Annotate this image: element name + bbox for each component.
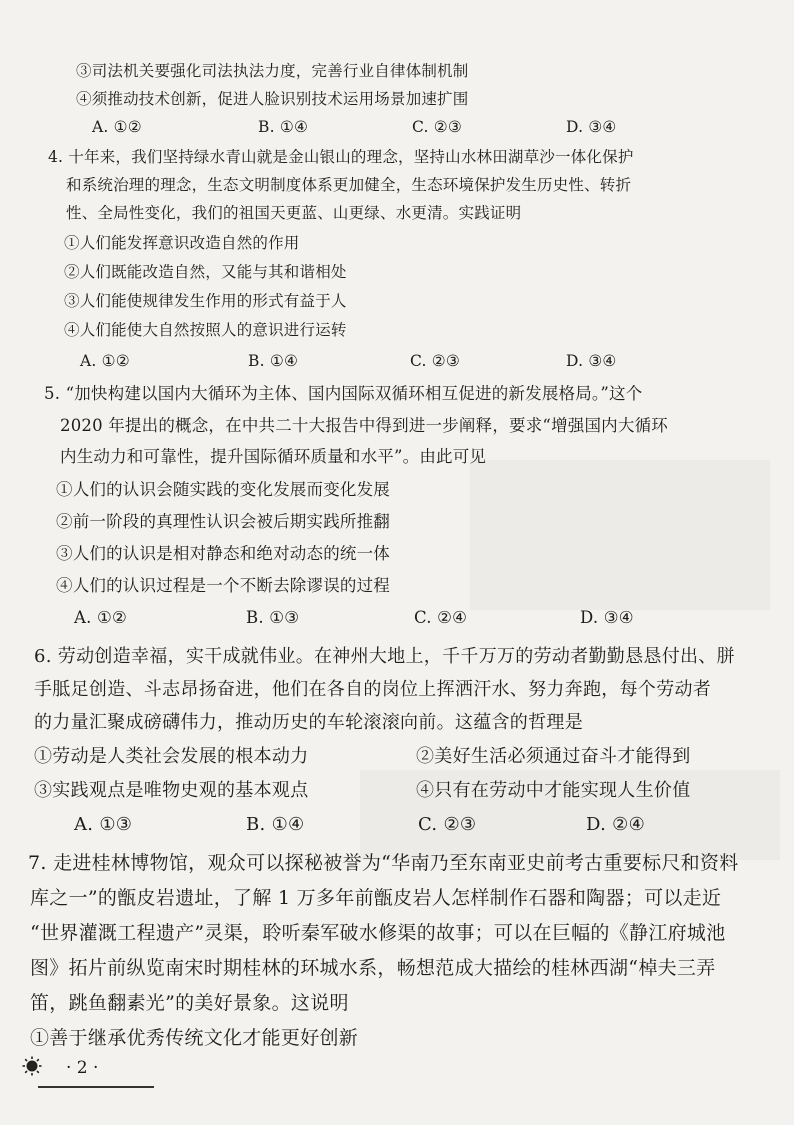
q6-stem-line: 的力量汇聚成磅礴伟力，推动历史的车轮滚滚向前。这蕴含的哲理是 (34, 712, 583, 733)
q5-choice-a: A. ①② (74, 608, 127, 627)
sun-emblem-icon (22, 1056, 42, 1076)
q4-item: ④人们能使大自然按照人的意识进行运转 (64, 321, 347, 339)
q5-choice-d: D. ③④ (580, 608, 634, 627)
q4-stem-line: 4. 十年来，我们坚持绿水青山就是金山银山的理念，坚持山水林田湖草沙一体化保护 (48, 148, 634, 166)
q5-item: ③人们的认识是相对静态和绝对动态的统一体 (56, 544, 390, 563)
q6-stem-line: 6. 劳动创造幸福，实干成就伟业。在神州大地上，千千万万的劳动者勤勤恳恳付出、胼 (34, 646, 735, 667)
q7-stem-line: “世界灌溉工程遗产”灵渠，聆听秦军破水修渠的故事；可以在巨幅的《静江府城池 (30, 922, 726, 944)
q4-item: ③人们能使规律发生作用的形式有益于人 (64, 292, 347, 310)
q6-choice-c: C. ②③ (418, 814, 477, 835)
q6-item: ④只有在劳动中才能实现人生价值 (416, 780, 691, 801)
q5-stem-line: 内生动力和可靠性，提升国际循环质量和水平”。由此可见 (60, 447, 487, 466)
q7-stem-line: 笛，跳鱼翻素光”的美好景象。这说明 (30, 992, 349, 1014)
q7-stem-line: 库之一”的甑皮岩遗址，了解 1 万多年前甑皮岩人怎样制作石器和陶器；可以走近 (30, 887, 722, 909)
q3-choice-d: D. ③④ (566, 118, 617, 136)
bleed-through-mark (470, 460, 770, 610)
footer-divider (38, 1086, 154, 1088)
q6-choice-d: D. ②④ (586, 814, 646, 835)
q4-item: ②人们既能改造自然，又能与其和谐相处 (64, 263, 347, 281)
q6-choice-b: B. ①④ (246, 814, 305, 835)
q7-stem-line: 图》拓片前纵览南宋时期桂林的环城水系，畅想范成大描绘的桂林西湖“棹夫三弄 (30, 957, 716, 979)
q6-choice-a: A. ①③ (74, 814, 133, 835)
q7-item: ①善于继承优秀传统文化才能更好创新 (30, 1027, 359, 1049)
q4-stem-line: 性、全局性变化，我们的祖国天更蓝、山更绿、水更清。实践证明 (66, 204, 522, 222)
page-number: · 2 · (66, 1058, 99, 1078)
q4-choice-c: C. ②③ (410, 352, 460, 370)
q4-choice-d: D. ③④ (566, 352, 617, 370)
q3-option-4: ④须推动技术创新，促进人脸识别技术运用场景加速扩围 (76, 90, 469, 108)
q5-item: ①人们的认识会随实践的变化发展而变化发展 (56, 480, 390, 499)
q5-choice-b: B. ①③ (246, 608, 300, 627)
q6-item: ②美好生活必须通过奋斗才能得到 (416, 746, 691, 767)
q4-choice-a: A. ①② (80, 352, 130, 370)
q5-stem-line: 5. “加快构建以国内大循环为主体、国内国际双循环相互促进的新发展格局。”这个 (44, 384, 643, 403)
q5-item: ④人们的认识过程是一个不断去除谬误的过程 (56, 576, 390, 595)
page-footer (22, 1050, 152, 1090)
q6-item: ①劳动是人类社会发展的根本动力 (34, 746, 309, 767)
q3-choice-c: C. ②③ (412, 118, 462, 136)
q3-choice-a: A. ①② (92, 118, 142, 136)
q4-choice-b: B. ①④ (248, 352, 299, 370)
q3-choice-b: B. ①④ (258, 118, 309, 136)
q6-stem-line: 手胝足创造、斗志昂扬奋进，他们在各自的岗位上挥洒汗水、努力奔跑，每个劳动者 (34, 679, 712, 700)
q5-choice-c: C. ②④ (414, 608, 468, 627)
q6-item: ③实践观点是唯物史观的基本观点 (34, 780, 309, 801)
q4-item: ①人们能发挥意识改造自然的作用 (64, 234, 300, 252)
q5-stem-line: 2020 年提出的概念，在中共二十大报告中得到进一步阐释，要求“增强国内大循环 (60, 416, 668, 435)
q7-stem-line: 7. 走进桂林博物馆，观众可以探秘被誉为“华南乃至东南亚史前考古重要标尺和资料 (28, 852, 739, 874)
q5-item: ②前一阶段的真理性认识会被后期实践所推翻 (56, 512, 390, 531)
q3-option-3: ③司法机关要强化司法执法力度，完善行业自律体制机制 (76, 62, 469, 80)
q4-stem-line: 和系统治理的理念，生态文明制度体系更加健全，生态环境保护发生历史性、转折 (66, 176, 632, 194)
